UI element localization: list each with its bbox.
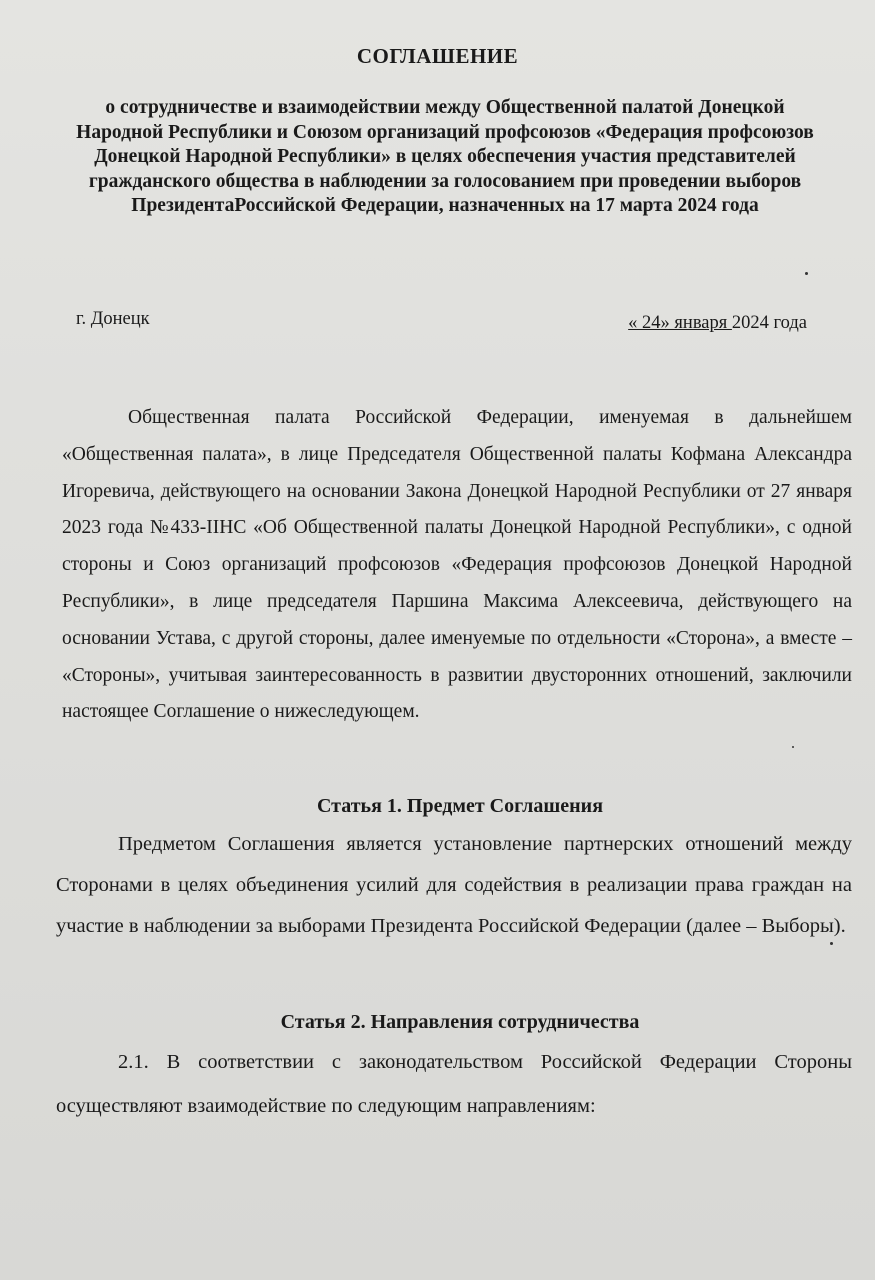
article-1-heading: Статья 1. Предмет Соглашения <box>316 795 604 817</box>
paper-speck <box>830 942 833 945</box>
document-city: г. Донецк <box>76 309 150 329</box>
document-date <box>628 313 807 334</box>
paper-speck <box>792 746 794 748</box>
article-2-paragraph: 2.1. В соответствии с законодательством Российской Федерации Стороны осуществляют взаимодействие по следующим направлениям: <box>56 1051 852 1117</box>
document-date-year: 2024 года <box>731 313 807 333</box>
article-2-heading: Статья 2. Направления сотрудничества <box>280 1011 640 1033</box>
document-subtitle: о сотрудничестве и взаимодействии между Общественной палатой Донецкой Народной Республики и Союзом организаций профсоюзов «Федерация профсоюзов Донецкой Народной Республики» в целях обеспечения участия представителей гражданского общества в наблюдении за голосованием при проведении выборов ПрезидентаРоссийской Федерации, назначенных на 17 марта 2024 года <box>76 97 814 216</box>
document-title: СОГЛАШЕНИЕ <box>356 44 519 68</box>
preamble-paragraph: Общественная палата Российской Федерации, именуемая в дальнейшем «Общественная палата», в лице Председателя Общественной палаты Кофмана Александра Игоревича, действующего на основании Закона Донецкой Народной Республики от 27 января 2023 года №433-IIНС «Об Общественной палаты Донецкой Народной Республики», с одной стороны и Союз организаций профсоюзов «Федерация профсоюзов Донецкой Народной Республики», в лице председателя Паршина Максима Алексеевича, действующего на основании Устава, с другой стороны, далее именуемые по отдельности «Сторона», а вместе – «Стороны», учитывая заинтересованность в развитии двусторонних отношений, заключили настоящее Соглашение о нижеследующем. <box>62 407 852 723</box>
document-date-day-month: « 24» января <box>628 313 732 333</box>
article-1-paragraph: Предметом Соглашения является установление партнерских отношений между Сторонами в целях объединения усилий для содействия в реализации права граждан на участие в наблюдении за выборами Президента Российской Федерации (далее – Выборы). <box>56 833 852 937</box>
paper-speck <box>805 272 808 275</box>
